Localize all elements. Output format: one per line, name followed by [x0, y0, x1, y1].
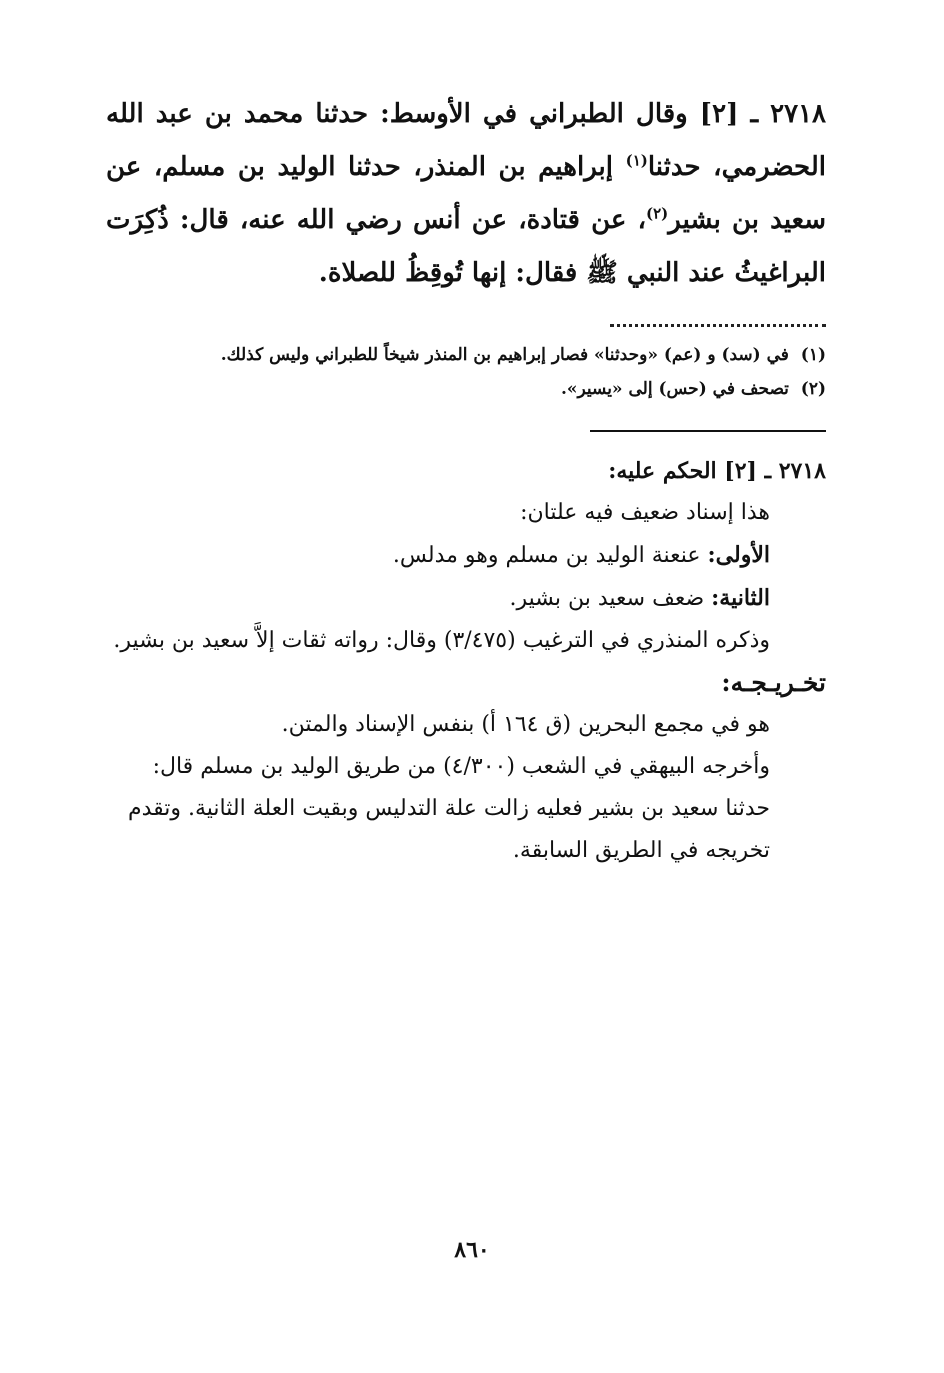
footnotes	[106, 338, 826, 406]
footnote-marker-2: (٢)	[645, 204, 669, 223]
ruling-intro: هذا إسناد ضعيف فيه علتان:	[520, 500, 770, 525]
footnote-2-marker: (٢)	[800, 379, 826, 399]
footnote-separator	[610, 308, 826, 327]
ruling-second-defect	[106, 577, 826, 620]
first-defect-text: عنعنة الوليد بن مسلم وهو مدلس.	[392, 543, 708, 568]
ruling-heading: ٢٧١٨ ـ [٢] الحكم عليه:	[608, 458, 826, 484]
footnote-2	[106, 372, 826, 406]
hadith-text-part1: وقال الطبراني في الأوسط: حدثنا محمد بن عبد الله الحضرمي، حدثنا	[106, 99, 826, 182]
footnote-1-text: في (سد) و (عم) «وحدثنا» فصار إبراهيم بن المنذر شيخاً للطبراني وليس كذلك.	[220, 345, 789, 365]
hadith-paragraph	[106, 88, 826, 300]
footnote-marker-1: (١)	[625, 151, 648, 170]
footnote-2-text: تصحف في (حس) إلى «يسير».	[560, 379, 789, 399]
second-defect-label: الثانية:	[711, 585, 770, 611]
hadith-number: ٢٧١٨ ـ [٢]	[699, 99, 826, 129]
hadith-text-part2: إبراهيم بن المنذر، حدثنا الوليد بن مسلم، عن سعيد بن بشير	[106, 152, 827, 235]
footnote-1-marker: (١)	[800, 345, 826, 365]
ruling-first-defect	[106, 534, 826, 577]
section-divider	[590, 430, 826, 432]
second-defect-text: ضعف سعيد بن بشير.	[509, 586, 712, 611]
first-defect-label: الأولى:	[707, 542, 770, 568]
takhrij-line-1: هو في مجمع البحرين (ق ١٦٤ أ) بنفس الإسناد والمتن.	[281, 712, 770, 737]
takhrij-line-2: وأخرجه البيهقي في الشعب (٤/٣٠٠) من طريق الوليد بن مسلم قال: حدثنا سعيد بن بشير فعليه زالت علة التدليس وبقيت العلة الثانية. وتقدم تخريجه في الطريق السابقة.	[127, 754, 770, 863]
hadith-text-part3: ، عن قتادة، عن أنس رضي الله عنه، قال: ذُكِرَت البراغيثُ عند النبي ﷺ فقال: إنها تُوقِظُ للصلاة.	[106, 205, 826, 288]
hadith-text	[106, 88, 826, 300]
page-number: ٨٦٠	[454, 1237, 490, 1263]
mundhiri-note: وذكره المنذري في الترغيب (٣/٤٧٥) وقال: رواته ثقات إلاَّ سعيد بن بشير.	[113, 628, 770, 653]
takhrij-heading: تخـريـجـه:	[721, 668, 826, 697]
ruling-section	[106, 450, 826, 872]
footnote-1	[106, 338, 826, 372]
